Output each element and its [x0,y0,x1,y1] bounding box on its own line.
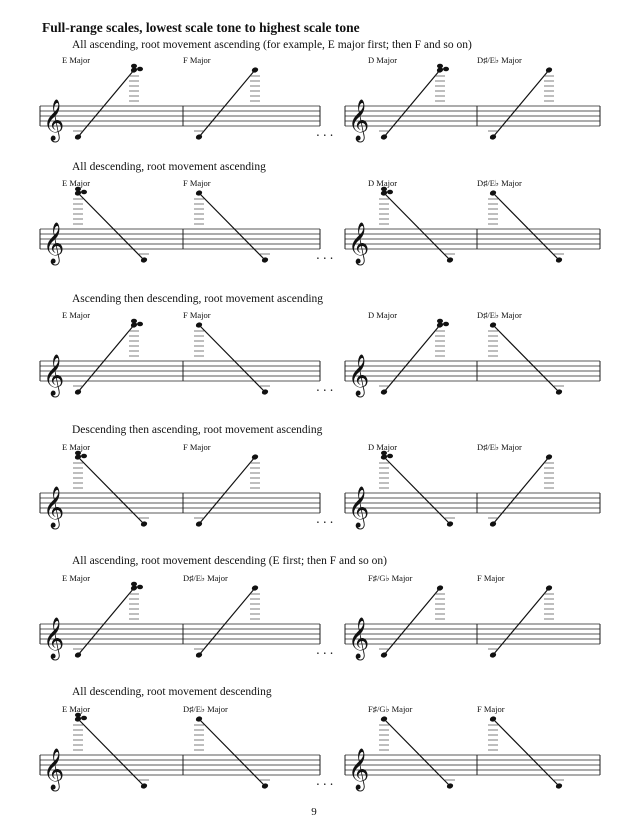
scale-line [199,719,265,786]
scale-line [493,588,549,655]
continuation-dots: ... [316,125,337,139]
page-title: Full-range scales, lowest scale tone to highest scale tone [42,20,360,35]
note-head [131,319,137,324]
treble-clef-icon: 𝄞 [348,749,370,790]
scale-line [493,193,559,260]
key-label: E Major [62,55,91,65]
continuation-dots: ... [316,380,337,394]
key-label: F Major [477,704,505,714]
key-label: F Major [477,573,505,583]
note-head [81,716,87,721]
continuation-dots: ... [316,774,337,788]
continuation-dots: ... [316,512,337,526]
treble-clef-icon: 𝄞 [43,100,65,141]
note-head [137,585,143,590]
scale-line [493,70,549,137]
scale-line [384,588,440,655]
key-label: E Major [62,178,91,188]
treble-clef-icon: 𝄞 [348,618,370,659]
note-head [81,454,87,459]
key-label: F Major [183,55,211,65]
page-number: 9 [311,806,317,818]
scale-line [199,70,255,137]
key-label: D♯/E♭ Major [477,178,522,188]
treble-clef-icon: 𝄞 [43,223,65,264]
treble-clef-icon: 𝄞 [43,749,65,790]
scale-line [384,719,450,786]
key-label: E Major [62,704,91,714]
scale-line [384,457,450,524]
scale-line [78,70,134,137]
scale-line [78,193,144,260]
treble-clef-icon: 𝄞 [43,487,65,528]
key-label: D♯/E♭ Major [477,442,522,452]
key-label: D Major [368,310,398,320]
scale-line [199,193,265,260]
treble-clef-icon: 𝄞 [348,487,370,528]
scale-line [78,457,144,524]
treble-clef-icon: 𝄞 [43,618,65,659]
note-head [137,67,143,72]
treble-clef-icon: 𝄞 [348,100,370,141]
scale-line [493,719,559,786]
scale-line [493,325,559,392]
scale-line [78,325,134,392]
key-label: D♯/E♭ Major [477,310,522,320]
treble-clef-icon: 𝄞 [348,355,370,396]
scale-line [384,325,440,392]
scale-line [78,719,144,786]
note-head [443,322,449,327]
key-label: D♯/E♭ Major [477,55,522,65]
key-label: F♯/G♭ Major [368,704,413,714]
note-head [437,319,443,324]
scale-line [199,588,255,655]
key-label: E Major [62,442,91,452]
key-label: D Major [368,178,398,188]
scale-line [78,588,134,655]
key-label: F Major [183,310,211,320]
key-label: F♯/G♭ Major [368,573,413,583]
scale-line [384,193,450,260]
note-head [131,64,137,69]
note-head [387,190,393,195]
continuation-dots: ... [316,248,337,262]
scale-line [493,457,549,524]
note-head [437,64,443,69]
note-head [137,322,143,327]
key-label: D Major [368,55,398,65]
system-caption: All ascending, root movement ascending (for example, E major first; then F and so on) [72,39,472,51]
treble-clef-icon: 𝄞 [43,355,65,396]
key-label: D Major [368,442,398,452]
system-caption: Descending then ascending, root movement ascending [72,424,323,436]
note-head [387,454,393,459]
key-label: E Major [62,573,91,583]
key-label: F Major [183,442,211,452]
system-caption: All descending, root movement ascending [72,161,266,173]
system-caption: Ascending then descending, root movement ascending [72,293,324,305]
note-head [443,67,449,72]
key-label: D♯/E♭ Major [183,704,228,714]
treble-clef-icon: 𝄞 [348,223,370,264]
scale-line [199,325,265,392]
note-head [81,190,87,195]
continuation-dots: ... [316,643,337,657]
scale-line [199,457,255,524]
key-label: D♯/E♭ Major [183,573,228,583]
key-label: E Major [62,310,91,320]
key-label: F Major [183,178,211,188]
system-caption: All ascending, root movement descending (E first; then F and so on) [72,555,387,567]
scale-line [384,70,440,137]
note-head [131,582,137,587]
system-caption: All descending, root movement descending [72,686,272,698]
